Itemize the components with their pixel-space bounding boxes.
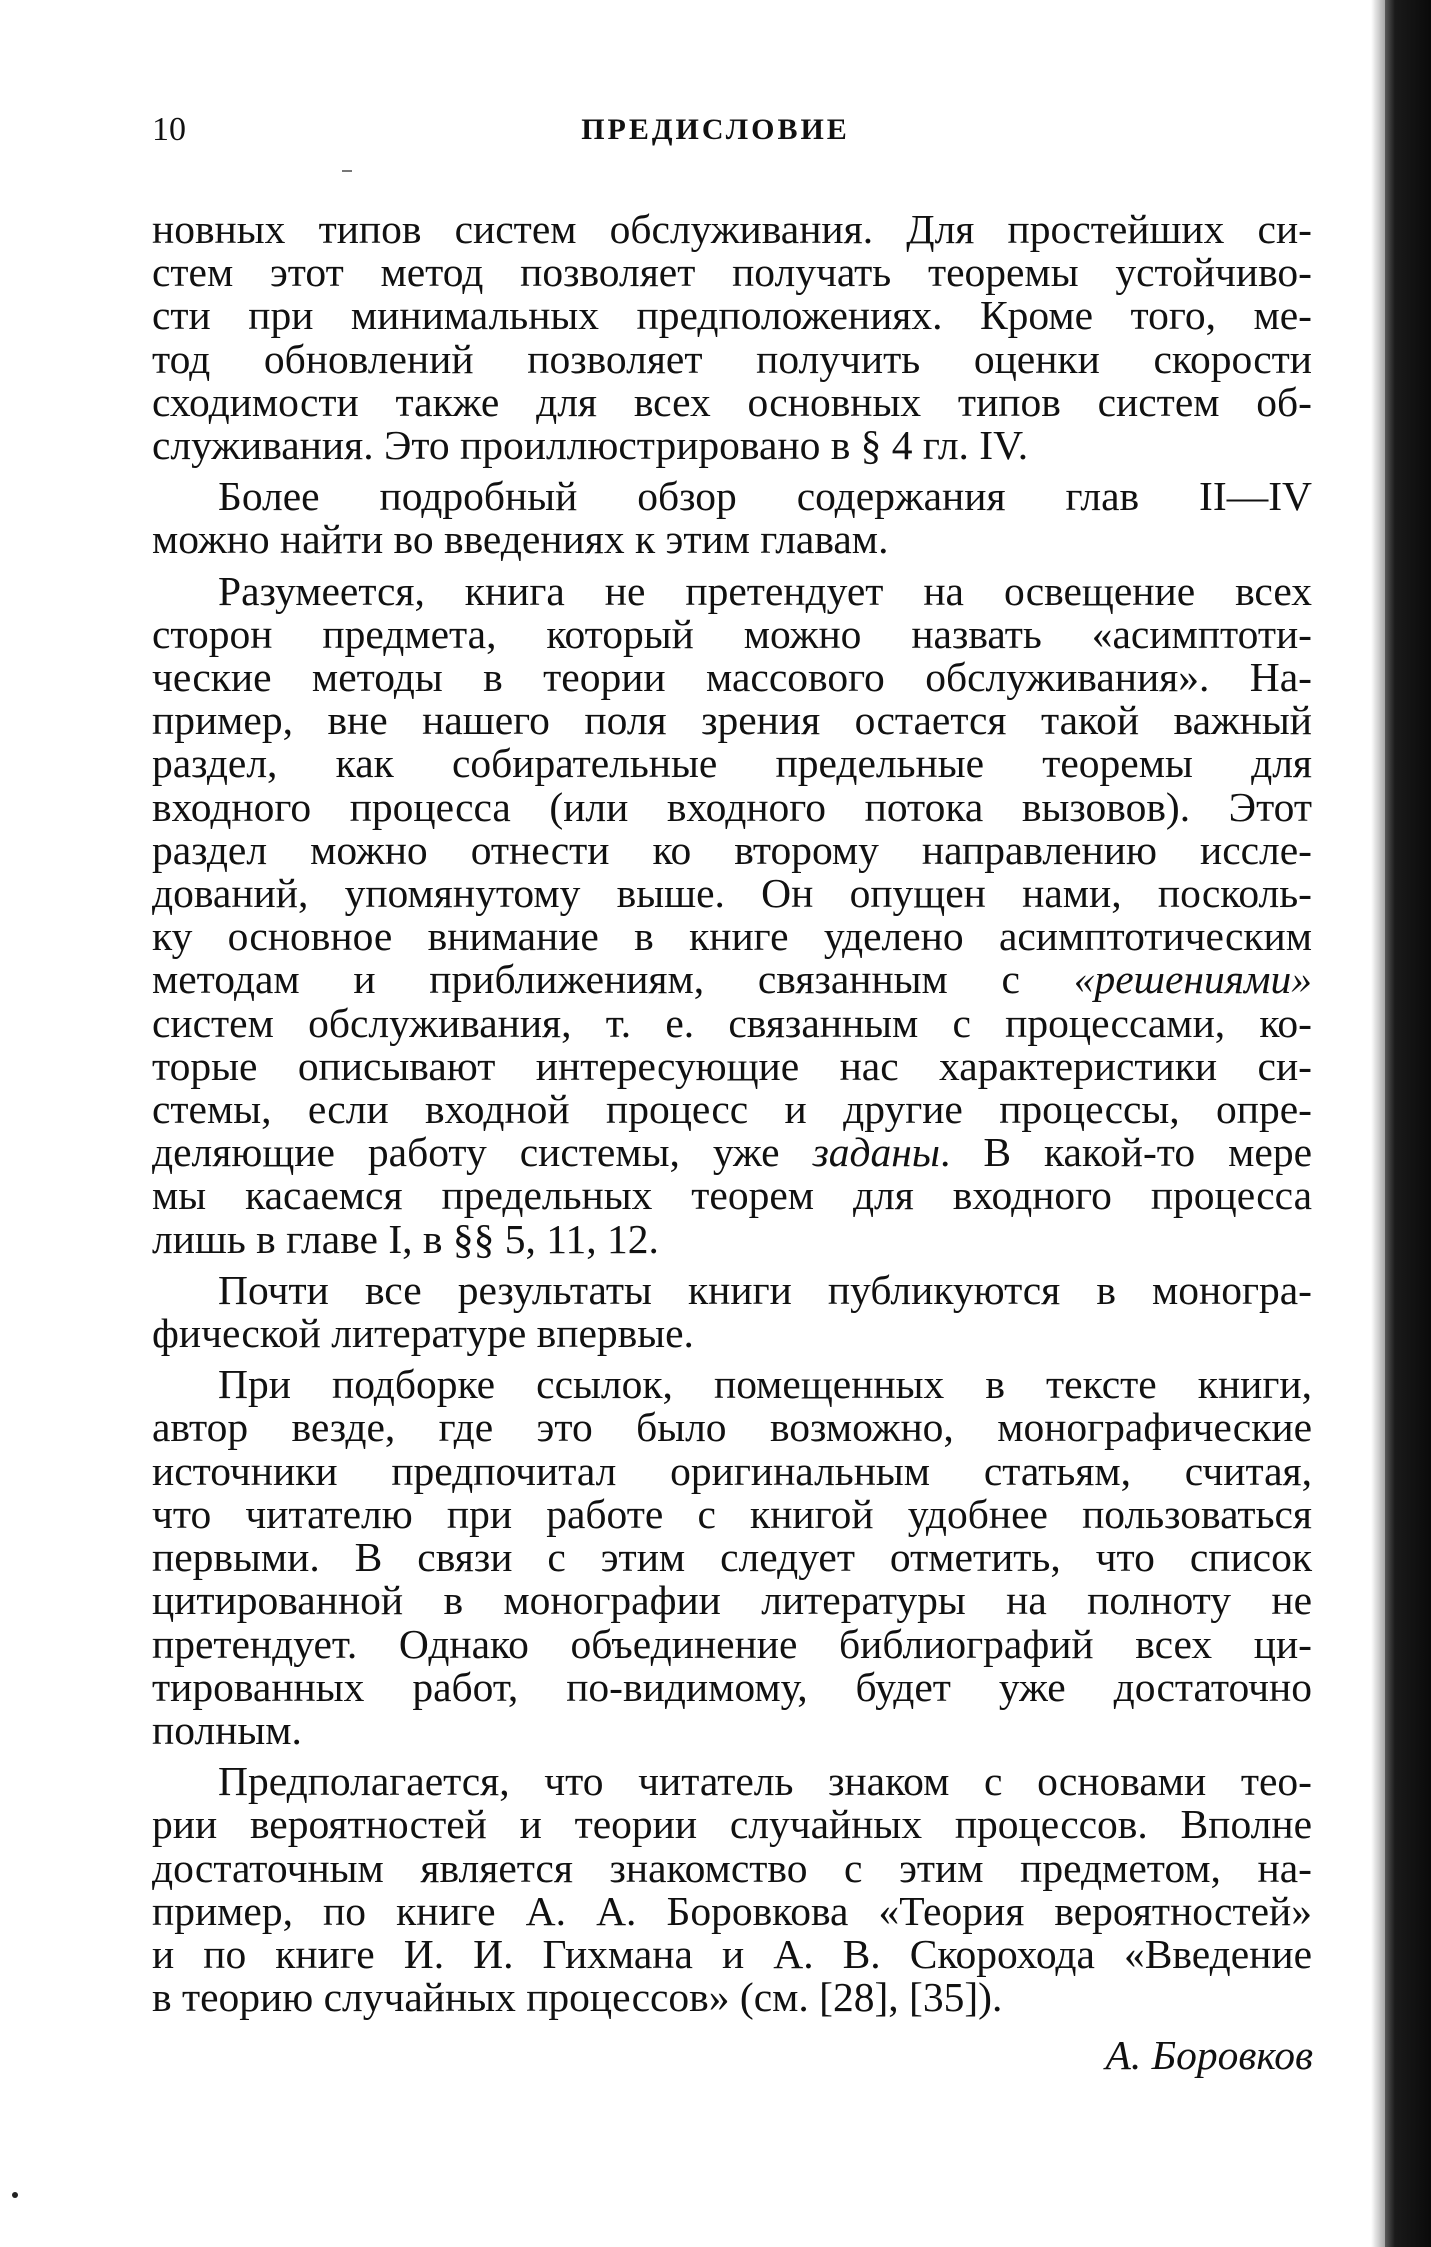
scan-shadow xyxy=(1371,0,1385,2247)
text-line: ку основное внимание в книге уделено асимптотическим xyxy=(152,913,1312,960)
text-line: в теорию случайных процессов» (см. [28], [35]). xyxy=(152,1974,1003,2021)
text-line: пример, вне нашего поля зрения остается такой важный xyxy=(152,697,1312,744)
text-line: рии вероятностей и теории случайных процессов. Вполне xyxy=(152,1801,1312,1848)
text-line: можно найти во введениях к этим главам. xyxy=(152,516,889,563)
text-line: сти при минимальных предположениях. Кроме того, ме- xyxy=(152,292,1312,339)
header-mark xyxy=(342,170,352,172)
text-line: новных типов систем обслуживания. Для простейших си- xyxy=(152,206,1312,252)
text-line: достаточным является знакомство с этим предметом, на- xyxy=(152,1844,1312,1891)
text-line: что читателю при работе с книгой удобнее пользоваться xyxy=(152,1490,1312,1537)
text-line: фической литературе впервые. xyxy=(152,1310,694,1357)
text-line: Предполагается, что читатель знаком с основами тео- xyxy=(218,1758,1312,1805)
running-head: ПРЕДИСЛОВИЕ xyxy=(581,113,850,146)
text-line: раздел можно отнести ко второму направлению иссле- xyxy=(152,826,1312,873)
text-line: первыми. В связи с этим следует отметить, что список xyxy=(152,1534,1312,1581)
paragraph-4 xyxy=(152,1266,1312,1357)
text-line: и по книге И. И. Гихмана и А. В. Скорохода «Введение xyxy=(152,1930,1312,1977)
paragraph-1 xyxy=(152,208,1312,467)
scan-edge xyxy=(1385,0,1431,2247)
text-line: торые описывают интересующие нас характеристики си- xyxy=(152,1042,1312,1089)
text-line: Почти все результаты книги публикуются в моногра- xyxy=(218,1266,1312,1313)
text-line: стем этот метод позволяет получать теоремы устойчиво- xyxy=(152,249,1312,296)
text-line: служивания. Это проиллюстрировано в § 4 гл. IV. xyxy=(152,422,1029,469)
text-line: источники предпочитал оригинальным статьям, считая, xyxy=(152,1447,1312,1494)
text-line: лишь в главе I, в §§ 5, 11, 12. xyxy=(152,1215,659,1262)
text-line: методам и приближениям, связанным с «решениями» xyxy=(152,956,1312,1003)
text-line: тированных работ, по-видимому, будет уже достаточно xyxy=(152,1663,1312,1710)
scan-speck xyxy=(12,2192,18,2198)
text-line: мы касаемся предельных теорем для входного процесса xyxy=(152,1172,1312,1219)
text-line: цитированной в монографии литературы на полноту не xyxy=(152,1577,1312,1624)
text-line: полным. xyxy=(152,1706,302,1753)
paragraph-3 xyxy=(152,567,1312,1262)
text-line: стемы, если входной процесс и другие процессы, опре- xyxy=(152,1086,1312,1133)
text-line: ческие методы в теории массового обслуживания». На- xyxy=(152,654,1312,701)
text-line: Более подробный обзор содержания глав II—IV xyxy=(218,473,1312,520)
text-line: При подборке ссылок, помещенных в тексте книги, xyxy=(218,1361,1312,1408)
text-line: систем обслуживания, т. е. связанным с процессами, ко- xyxy=(152,999,1312,1046)
text-line: раздел, как собирательные предельные теоремы для xyxy=(152,740,1312,787)
author-signature: А. Боровков xyxy=(1105,2032,1313,2078)
paragraph-5 xyxy=(152,1363,1312,1752)
body-text xyxy=(152,208,1312,2027)
text-line: входного процесса (или входного потока вызовов). Этот xyxy=(152,783,1312,830)
page-number: 10 xyxy=(152,111,186,148)
paragraph-2 xyxy=(152,475,1312,561)
text-line: автор везде, где это было возможно, монографические xyxy=(152,1404,1312,1451)
text-line: дований, упомянутому выше. Он опущен нами, посколь- xyxy=(152,870,1312,917)
text-line: деляющие работу системы, уже заданы. В какой-то мере xyxy=(152,1129,1312,1176)
text-line: пример, по книге А. А. Боровкова «Теория вероятностей» xyxy=(152,1887,1312,1934)
text-line: сторон предмета, который можно назвать «асимптоти- xyxy=(152,610,1312,657)
text-line: тод обновлений позволяет получить оценки скорости xyxy=(152,335,1312,382)
text-line: Разумеется, книга не претендует на освещение всех xyxy=(218,567,1312,614)
text-line: сходимости также для всех основных типов систем об- xyxy=(152,378,1312,425)
text-line: претендует. Однако объединение библиографий всех ци- xyxy=(152,1620,1312,1667)
paragraph-6 xyxy=(152,1760,1312,2019)
